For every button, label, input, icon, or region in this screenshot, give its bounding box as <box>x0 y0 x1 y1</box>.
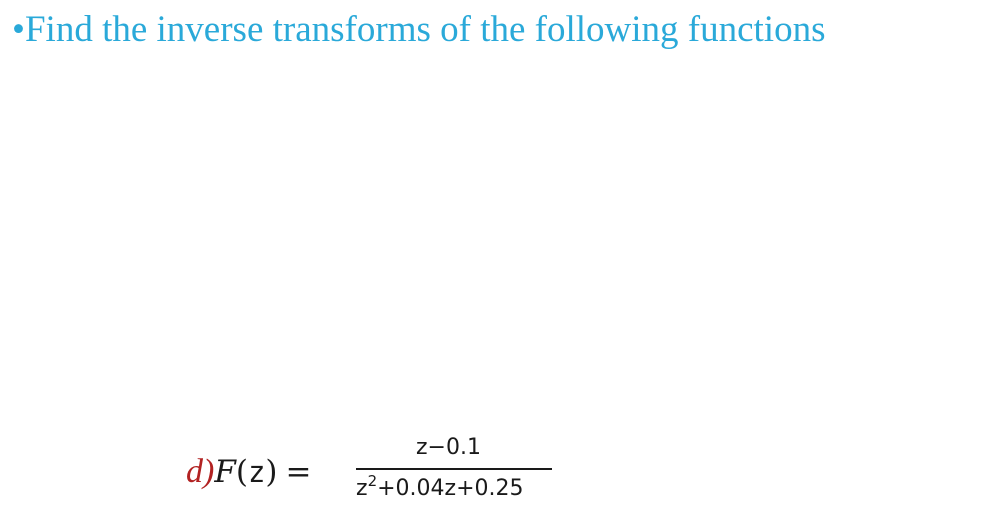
problem-label: d) <box>186 453 215 490</box>
function-argument: z <box>247 455 266 489</box>
open-paren: ( <box>235 454 248 490</box>
bullet-icon: • <box>12 9 25 50</box>
fraction-numerator: z−0.1 <box>416 435 481 460</box>
fraction-denominator <box>356 472 524 504</box>
page-heading <box>12 6 825 54</box>
formula-lhs <box>186 452 312 492</box>
fraction-bar <box>356 468 552 470</box>
denominator-exponent: 2 <box>367 472 378 490</box>
close-paren: ) <box>265 454 278 490</box>
heading-text: Find the inverse transforms of the following functions <box>24 9 826 50</box>
denominator-base: z <box>356 476 368 501</box>
equals-sign: = <box>285 454 312 490</box>
transfer-function-formula <box>186 430 606 520</box>
denominator-rest: +0.04z+0.25 <box>377 476 524 501</box>
function-name: F <box>214 454 236 490</box>
